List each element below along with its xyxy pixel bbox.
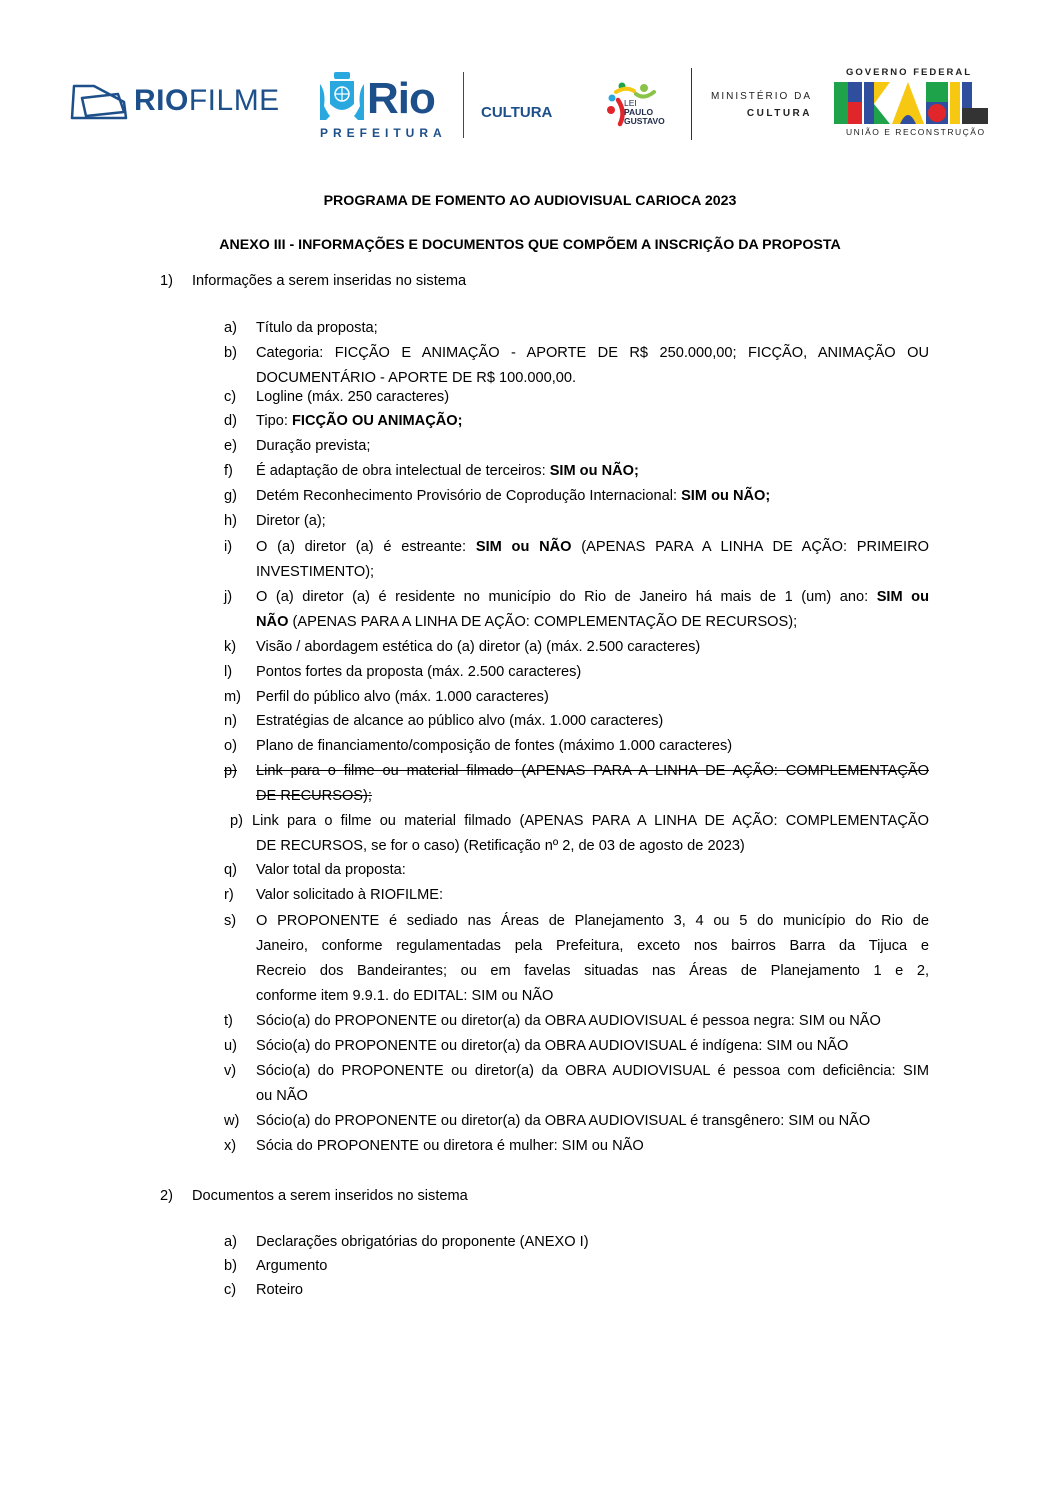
list-item-text: conforme item 9.9.1. do EDITAL: SIM ou NÃO — [256, 988, 554, 1004]
list-item-label: a) — [224, 320, 237, 336]
list-item-text: Link para o filme ou material filmado (APENAS PARA A LINHA DE AÇÃO: COMPLEMENTAÇÃO — [252, 813, 929, 829]
list-item-label: d) — [224, 413, 237, 429]
list-item-label: g) — [224, 488, 237, 504]
list-item-text: Categoria: FICÇÃO E ANIMAÇÃO - APORTE DE R$ 250.000,00; FICÇÃO, ANIMAÇÃO OU — [256, 345, 929, 361]
list-item-label: i) — [224, 539, 233, 555]
section-heading: Informações a serem inseridas no sistema — [192, 273, 467, 289]
list-item-label: t) — [224, 1013, 233, 1029]
cultura-label: CULTURA — [481, 104, 553, 121]
section-heading: Documentos a serem inseridos no sistema — [192, 1188, 468, 1204]
list-item-label: b) — [224, 345, 237, 361]
list-item-text: Argumento — [256, 1258, 328, 1274]
list-item-label: l) — [224, 664, 233, 680]
list-item-text: Sócio(a) do PROPONENTE ou diretor(a) da OBRA AUDIOVISUAL é pessoa negra: SIM ou NÃO — [256, 1013, 881, 1029]
list-item-label: j) — [224, 589, 233, 605]
list-item-label: v) — [224, 1063, 237, 1079]
list-item-text: O (a) diretor (a) é estreante: SIM ou NÃO (APENAS PARA A LINHA DE AÇÃO: PRIMEIRO — [256, 539, 929, 555]
list-item-label: w) — [224, 1113, 240, 1129]
riofilme-logo: RIOFILME — [134, 84, 280, 117]
list-item-text: Link para o filme ou material filmado (APENAS PARA A LINHA DE AÇÃO: COMPLEMENTAÇÃO — [256, 763, 929, 779]
riofilme-logo-icon — [68, 82, 130, 122]
list-item-label: a) — [224, 1234, 237, 1250]
list-item-text: Detém Reconhecimento Provisório de Coprodução Internacional: SIM ou NÃO; — [256, 488, 771, 504]
divider — [691, 68, 692, 140]
header-logos — [0, 60, 1060, 150]
list-item-text: Título da proposta; — [256, 320, 378, 336]
list-item-text: ou NÃO — [256, 1088, 308, 1104]
list-item-text: Visão / abordagem estética do (a) diretor (a) (máx. 2.500 caracteres) — [256, 639, 701, 655]
list-item-label: x) — [224, 1138, 237, 1154]
list-item-label: p) — [224, 763, 237, 779]
section-number: 2) — [160, 1188, 173, 1204]
list-item-text: Sócia do PROPONENTE ou diretora é mulher: SIM ou NÃO — [256, 1138, 644, 1154]
list-item-text: Roteiro — [256, 1282, 304, 1298]
list-item-label: s) — [224, 913, 237, 929]
uniao-reconstrucao-label: UNIÃO E RECONSTRUÇÃO — [846, 127, 986, 137]
list-item-label: m) — [224, 689, 242, 705]
brasil-logo — [834, 82, 988, 124]
list-item-text: Recreio dos Bandeirantes; ou em favelas situadas nas Áreas de Planejamento 1 e 2, — [256, 963, 929, 979]
list-item-text: Plano de financiamento/composição de fontes (máximo 1.000 caracteres) — [256, 738, 733, 754]
list-item-text: Logline (máx. 250 caracteres) — [256, 389, 450, 405]
list-item-text: O (a) diretor (a) é residente no município do Rio de Janeiro há mais de 1 (um) ano: SIM ou — [256, 589, 929, 605]
prefeitura-label: PREFEITURA — [320, 126, 447, 140]
list-item-text: Valor total da proposta: — [256, 862, 406, 878]
list-item-label: u) — [224, 1038, 237, 1054]
list-item-text: Janeiro, conforme regulamentadas pela Prefeitura, exceto nos bairros Barra da Tijuca e — [256, 938, 929, 954]
list-item-text: Duração prevista; — [256, 438, 371, 454]
ministerio-cultura-logo: MINISTÉRIO DA CULTURA — [710, 91, 812, 119]
list-item-text: Pontos fortes da proposta (máx. 2.500 caracteres) — [256, 664, 582, 680]
list-item-label: p) — [230, 813, 243, 829]
list-item-label: o) — [224, 738, 237, 754]
list-item-text: NÃO (APENAS PARA A LINHA DE AÇÃO: COMPLEMENTAÇÃO DE RECURSOS); — [256, 614, 798, 630]
list-item-text: É adaptação de obra intelectual de terceiros: SIM ou NÃO; — [256, 463, 639, 479]
prefeitura-rio-logo: Rio — [367, 74, 435, 123]
list-item-text: Perfil do público alvo (máx. 1.000 caracteres) — [256, 689, 549, 705]
list-item-label: e) — [224, 438, 237, 454]
list-item-text: O PROPONENTE é sediado nas Áreas de Planejamento 3, 4 ou 5 do município do Rio de — [256, 913, 929, 929]
list-item-text: Declarações obrigatórias do proponente (ANEXO I) — [256, 1234, 589, 1250]
list-item-text: Valor solicitado à RIOFILME: — [256, 887, 444, 903]
list-item-label: q) — [224, 862, 237, 878]
list-item-label: c) — [224, 1282, 237, 1298]
list-item-text: Tipo: FICÇÃO OU ANIMAÇÃO; — [256, 413, 463, 429]
list-item-label: b) — [224, 1258, 237, 1274]
rio-coat-of-arms-icon — [318, 70, 366, 122]
list-item-text: INVESTIMENTO); — [256, 564, 375, 580]
divider — [463, 72, 464, 138]
list-item-label: f) — [224, 463, 233, 479]
list-item-text: DE RECURSOS, se for o caso) (Retificação nº 2, de 03 de agosto de 2023) — [256, 838, 745, 854]
list-item-label: c) — [224, 389, 237, 405]
list-item-text: Sócio(a) do PROPONENTE ou diretor(a) da OBRA AUDIOVISUAL é indígena: SIM ou NÃO — [256, 1038, 849, 1054]
list-item-text: DOCUMENTÁRIO - APORTE DE R$ 100.000,00. — [256, 370, 577, 386]
list-item-text: Estratégias de alcance ao público alvo (máx. 1.000 caracteres) — [256, 713, 664, 729]
list-item-text: Sócio(a) do PROPONENTE ou diretor(a) da OBRA AUDIOVISUAL é pessoa com deficiência: SIM — [256, 1063, 929, 1079]
section-number: 1) — [160, 273, 173, 289]
document-title: PROGRAMA DE FOMENTO AO AUDIOVISUAL CARIOCA 2023 — [323, 193, 737, 209]
list-item-label: k) — [224, 639, 237, 655]
list-item-label: h) — [224, 513, 237, 529]
document-subtitle: ANEXO III - INFORMAÇÕES E DOCUMENTOS QUE COMPÕEM A INSCRIÇÃO DA PROPOSTA — [219, 237, 841, 253]
list-item-label: r) — [224, 887, 234, 903]
list-item-text: DE RECURSOS); — [256, 788, 372, 804]
list-item-label: n) — [224, 713, 237, 729]
lei-paulo-gustavo-logo: LEI PAULO GUSTAVO — [624, 98, 665, 126]
governo-federal-label: GOVERNO FEDERAL — [846, 67, 973, 78]
list-item-text: Diretor (a); — [256, 513, 326, 529]
list-item-text: Sócio(a) do PROPONENTE ou diretor(a) da OBRA AUDIOVISUAL é transgênero: SIM ou NÃO — [256, 1113, 871, 1129]
